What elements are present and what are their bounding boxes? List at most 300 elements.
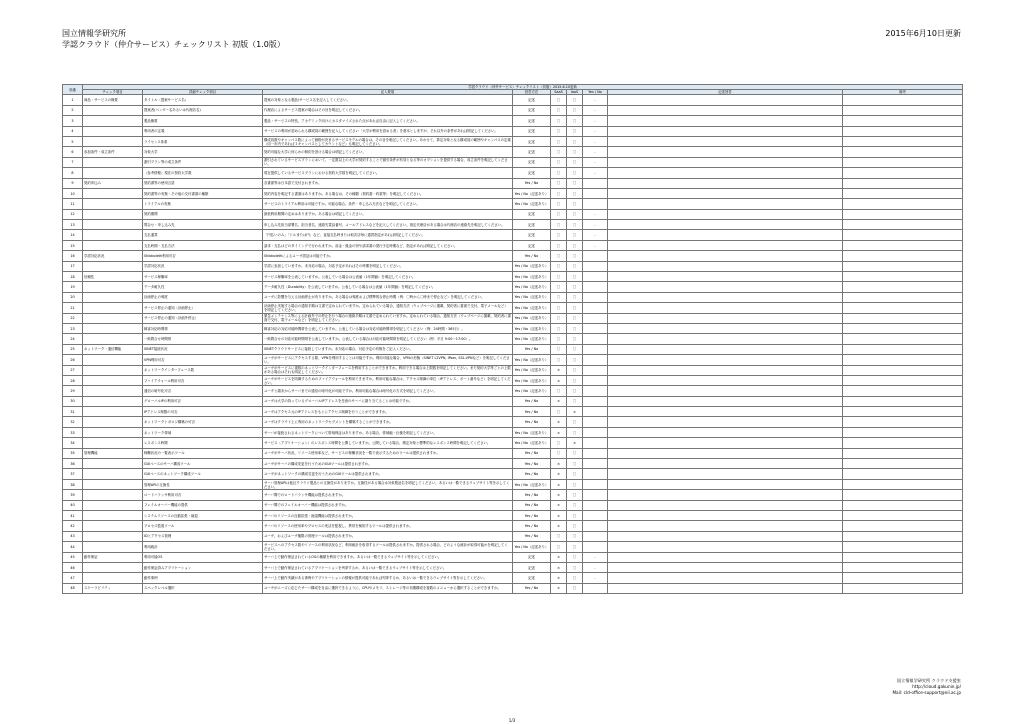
notes-cell[interactable] — [843, 427, 963, 437]
iaas-mark: × — [567, 407, 583, 417]
answer-cell[interactable] — [608, 272, 843, 282]
answer-cell[interactable] — [608, 562, 843, 572]
col-header-yesno: Yes / No — [583, 90, 608, 95]
detail-item: ファイアウォール利用可否 — [143, 375, 263, 385]
guide-text: ユーザ、およびユーザ権限の管理ツールは提供されますか。 — [263, 531, 513, 541]
row-no: 7 — [63, 157, 83, 167]
answer-cell[interactable] — [608, 136, 843, 146]
check-item — [83, 282, 143, 292]
answer-cell[interactable] — [608, 209, 843, 219]
detail-item: ネットワークインターフェース数 — [143, 365, 263, 375]
yes-no-cell — [583, 531, 608, 541]
saas-mark: × — [551, 552, 567, 562]
check-item — [83, 209, 143, 219]
notes-cell[interactable] — [843, 365, 963, 375]
answer-method: Yes / No — [513, 490, 551, 500]
answer-cell[interactable] — [608, 459, 843, 469]
row-no: 29 — [63, 386, 83, 396]
table-row — [63, 542, 963, 552]
answer-cell[interactable] — [608, 199, 843, 209]
answer-method: 記述 — [513, 105, 551, 115]
answer-cell[interactable] — [608, 240, 843, 250]
col-header-no: 項番 — [63, 85, 83, 95]
table-row — [63, 188, 963, 198]
row-no: 48 — [63, 583, 83, 593]
saas-mark: 〇 — [551, 251, 567, 261]
iaas-mark: 〇 — [567, 105, 583, 115]
notes-cell[interactable] — [843, 344, 963, 354]
yes-no-cell — [583, 334, 608, 344]
saas-mark: 〇 — [551, 448, 567, 458]
table-row — [63, 552, 963, 562]
row-no: 30 — [63, 396, 83, 406]
table-row — [63, 323, 963, 333]
notes-cell[interactable] — [843, 500, 963, 510]
col-header-method: 回答方法 — [513, 90, 551, 95]
answer-method: Yes / No — [513, 583, 551, 593]
notes-cell[interactable] — [843, 230, 963, 240]
notes-cell[interactable] — [843, 552, 963, 562]
notes-cell[interactable] — [843, 95, 963, 105]
guide-text: サーバ間でのロードバランサ機能は提供されますか。 — [263, 490, 513, 500]
answer-cell[interactable] — [608, 511, 843, 521]
detail-item: サービス稼働率 — [143, 272, 263, 282]
yes-no-cell — [583, 282, 608, 292]
check-item — [83, 521, 143, 531]
iaas-mark: 〇 — [567, 427, 583, 437]
table-row — [63, 147, 963, 157]
row-no: 4 — [63, 126, 83, 136]
notes-cell[interactable] — [843, 323, 963, 333]
check-item — [83, 511, 143, 521]
row-no: 2 — [63, 105, 83, 115]
yes-no-cell — [583, 323, 608, 333]
table-row — [63, 459, 963, 469]
guide-text: 各書面等は日本語で交付されますか。 — [263, 178, 513, 188]
yes-no-cell: - — [583, 552, 608, 562]
answer-cell[interactable] — [608, 542, 843, 552]
notes-cell[interactable] — [843, 562, 963, 572]
answer-cell[interactable] — [608, 261, 843, 271]
answer-method: Yes / No（記述あり） — [513, 386, 551, 396]
table-row — [63, 272, 963, 282]
notes-cell[interactable] — [843, 375, 963, 385]
notes-cell[interactable] — [843, 490, 963, 500]
detail-item: Shibboleth利用可否 — [143, 251, 263, 261]
row-no: 13 — [63, 220, 83, 230]
row-no: 44 — [63, 542, 83, 552]
detail-item: 支払通貨 — [143, 230, 263, 240]
check-item — [83, 490, 143, 500]
check-item: 管理機能 — [83, 448, 143, 458]
org-name: 国立情報学研究所 — [62, 29, 126, 38]
notes-cell[interactable] — [843, 469, 963, 479]
notes-cell[interactable] — [843, 126, 963, 136]
notes-cell[interactable] — [843, 531, 963, 541]
check-item — [83, 500, 143, 510]
iaas-mark: 〇 — [567, 552, 583, 562]
guide-text: Shibbolethによるユーザ認証は可能ですか。 — [263, 251, 513, 261]
row-no: 15 — [63, 240, 83, 250]
guide-text: 請求・支払はどのタイミングで行われますか。前金・後金の別や請求書の発行予定時期など、指定があれば明記してください。 — [263, 240, 513, 250]
guide-text: 学認に参加していますか。未対応の場合、対応予定があればその時期を明記してください。 — [263, 261, 513, 271]
detail-item: 契約期間 — [143, 209, 263, 219]
check-item — [83, 240, 143, 250]
detail-item: IDとアクセス管理 — [143, 531, 263, 541]
row-no: 1 — [63, 95, 83, 105]
answer-cell[interactable] — [608, 220, 843, 230]
answer-method: Yes / No — [513, 521, 551, 531]
saas-mark: 〇 — [551, 178, 567, 188]
answer-cell[interactable] — [608, 178, 843, 188]
answer-cell[interactable] — [608, 573, 843, 583]
check-item — [83, 157, 143, 167]
notes-cell[interactable] — [843, 220, 963, 230]
saas-mark: × — [551, 490, 567, 500]
row-no: 24 — [63, 334, 83, 344]
answer-cell[interactable] — [608, 95, 843, 105]
guide-text: 現在提供しているサービスプランにおける契約大学数を明記してください。 — [263, 168, 513, 178]
row-no: 19 — [63, 282, 83, 292]
table-row — [63, 386, 963, 396]
yes-no-cell — [583, 375, 608, 385]
answer-method: 記述 — [513, 562, 551, 572]
row-no: 27 — [63, 365, 83, 375]
yes-no-cell: - — [583, 168, 608, 178]
check-item — [83, 407, 143, 417]
saas-mark: × — [551, 417, 567, 427]
yes-no-cell — [583, 272, 608, 282]
answer-cell[interactable] — [608, 427, 843, 437]
detail-item: SINET接続状況 — [143, 344, 263, 354]
guide-text: 割引されているサービスプランにおいて、一定数以上の大学が契約することで割引条件が有効となる等のオプションを提供する場合、成立条件を明記してください。 — [263, 157, 513, 167]
answer-method: 記述 — [513, 220, 551, 230]
saas-mark: 〇 — [551, 531, 567, 541]
iaas-mark: 〇 — [567, 334, 583, 344]
detail-item: 利用者の定義 — [143, 126, 263, 136]
check-item — [83, 531, 143, 541]
detail-item: 利用可能OS — [143, 552, 263, 562]
notes-cell[interactable] — [843, 272, 963, 282]
row-no: 34 — [63, 438, 83, 448]
iaas-mark: 〇 — [567, 417, 583, 427]
table-row — [63, 178, 963, 188]
yes-no-cell — [583, 448, 608, 458]
notes-cell[interactable] — [843, 105, 963, 115]
saas-mark: × — [551, 562, 567, 572]
notes-cell[interactable] — [843, 136, 963, 146]
table-row — [63, 365, 963, 375]
answer-method: Yes / No（記述あり） — [513, 479, 551, 489]
row-no: 31 — [63, 407, 83, 417]
notes-cell[interactable] — [843, 178, 963, 188]
answer-cell[interactable] — [608, 479, 843, 489]
check-item — [83, 303, 143, 313]
answer-cell[interactable] — [608, 552, 843, 562]
answer-method: Yes / No（記述あり） — [513, 438, 551, 448]
answer-cell[interactable] — [608, 344, 843, 354]
iaas-mark: 〇 — [567, 220, 583, 230]
yes-no-cell — [583, 199, 608, 209]
detail-item: 学認対応状況 — [143, 261, 263, 271]
table-row — [63, 157, 963, 167]
detail-item: （参考情報）現在の契約大学数 — [143, 168, 263, 178]
answer-cell[interactable] — [608, 313, 843, 323]
col-header-iaas: IaaS — [567, 90, 583, 95]
iaas-mark: 〇 — [567, 521, 583, 531]
notes-cell[interactable] — [843, 386, 963, 396]
notes-cell[interactable] — [843, 448, 963, 458]
guide-text: 障害対応の対応可能時間帯を公表していますか。公表している場合は対応可能時間帯を明記してください（例：24時間・365日）。 — [263, 323, 513, 333]
notes-cell[interactable] — [843, 334, 963, 344]
col-header-saas: SaaS — [551, 90, 567, 95]
answer-cell[interactable] — [608, 323, 843, 333]
check-item — [83, 396, 143, 406]
row-no: 37 — [63, 469, 83, 479]
answer-method: Yes / No（記述あり） — [513, 323, 551, 333]
notes-cell[interactable] — [843, 521, 963, 531]
detail-item: フェイルオーバー機能の提供 — [143, 500, 263, 510]
notes-cell[interactable] — [843, 313, 963, 323]
detail-item: スペックレベル選択 — [143, 583, 263, 593]
table-row — [63, 511, 963, 521]
guide-text: サービス稼働率を公表していますか。公表している場合は公表値（1年間値）を明記してください。 — [263, 272, 513, 282]
answer-cell[interactable] — [608, 396, 843, 406]
answer-cell[interactable] — [608, 407, 843, 417]
check-item: 商品・サービスの概要 — [83, 95, 143, 105]
answer-cell[interactable] — [608, 105, 843, 115]
check-item — [83, 220, 143, 230]
saas-mark: 〇 — [551, 292, 567, 302]
table-row — [63, 136, 963, 146]
guide-text: 一般問合せの対応可能時間帯を公表していますか。公表している場合は対応可能時間帯を明記してください（例：平日 9:00〜17:00）。 — [263, 334, 513, 344]
answer-method: Yes / No — [513, 396, 551, 406]
row-no: 10 — [63, 188, 83, 198]
detail-item: ネットワーク帯域 — [143, 427, 263, 437]
answer-cell[interactable] — [608, 292, 843, 302]
table-row — [63, 261, 963, 271]
iaas-mark: 〇 — [567, 178, 583, 188]
guide-text: サーバのリソースの自動拡張・縮退機能は提供されますか。 — [263, 511, 513, 521]
row-no: 11 — [63, 199, 83, 209]
yes-no-cell: - — [583, 562, 608, 572]
notes-cell[interactable] — [843, 282, 963, 292]
footer-mail: Mail: cld-office-support@nii.ac.jp — [892, 690, 961, 695]
notes-cell[interactable] — [843, 573, 963, 583]
notes-cell[interactable] — [843, 355, 963, 365]
notes-cell[interactable] — [843, 459, 963, 469]
answer-cell[interactable] — [608, 490, 843, 500]
detail-item: 管理APIの互換性 — [143, 479, 263, 489]
check-item — [83, 334, 143, 344]
check-item — [83, 417, 143, 427]
notes-cell[interactable] — [843, 511, 963, 521]
saas-mark: 〇 — [551, 126, 567, 136]
notes-cell[interactable] — [843, 396, 963, 406]
answer-cell[interactable] — [608, 168, 843, 178]
col-header-detail: 詳細チェック項目 — [143, 90, 263, 95]
detail-item: 提案者(ベンダー名あるいは代理店名) — [143, 105, 263, 115]
detail-item: 契約書等の有無・その他の交付書面の種類 — [143, 188, 263, 198]
iaas-mark: 〇 — [567, 323, 583, 333]
notes-cell[interactable] — [843, 116, 963, 126]
guide-text: 契約内容を明記する書面はありますか。ある場合は、その種類（契約書・約款等）を明記してください。 — [263, 188, 513, 198]
row-no: 39 — [63, 490, 83, 500]
table-row — [63, 427, 963, 437]
update-date: 2015年6月10日更新 — [885, 29, 961, 38]
table-row — [63, 355, 963, 365]
check-item — [83, 323, 143, 333]
row-no: 14 — [63, 230, 83, 240]
notes-cell[interactable] — [843, 542, 963, 552]
answer-cell[interactable] — [608, 531, 843, 541]
answer-cell[interactable] — [608, 417, 843, 427]
answer-cell[interactable] — [608, 469, 843, 479]
detail-item: 障害対応時間帯 — [143, 323, 263, 333]
saas-mark: × — [551, 365, 567, 375]
guide-text: サーバ上で動作実績がある事例やアプリケーションの情報が提供可能であれば列挙するか、あるいは一覧できるウェブサイト等を示してください。 — [263, 573, 513, 583]
saas-mark: × — [551, 375, 567, 385]
iaas-mark: 〇 — [567, 531, 583, 541]
answer-cell[interactable] — [608, 521, 843, 531]
answer-cell[interactable] — [608, 386, 843, 396]
saas-mark: 〇 — [551, 240, 567, 250]
answer-cell[interactable] — [608, 188, 843, 198]
table-row — [63, 396, 963, 406]
answer-cell[interactable] — [608, 355, 843, 365]
yes-no-cell — [583, 469, 608, 479]
guide-text: 「円払いのみ」「ドルまたは円」など、直接支払時または取次店毎に通貨指定があれば明記してください。 — [263, 230, 513, 240]
notes-cell[interactable] — [843, 240, 963, 250]
answer-cell[interactable] — [608, 448, 843, 458]
row-no: 6 — [63, 147, 83, 157]
answer-cell[interactable] — [608, 116, 843, 126]
detail-item: ライセンス体系 — [143, 136, 263, 146]
check-item: 信頼性 — [83, 272, 143, 282]
yes-no-cell — [583, 292, 608, 302]
answer-cell[interactable] — [608, 375, 843, 385]
detail-item: GUIベースのサーバ構成ツール — [143, 459, 263, 469]
notes-cell[interactable] — [843, 583, 963, 593]
notes-cell[interactable] — [843, 303, 963, 313]
saas-mark: × — [551, 500, 567, 510]
detail-item: 支払時期・支払方法 — [143, 240, 263, 250]
notes-cell[interactable] — [843, 209, 963, 219]
saas-mark: × — [551, 479, 567, 489]
answer-method: Yes / No（記述あり） — [513, 375, 551, 385]
row-no: 5 — [63, 136, 83, 146]
answer-method: Yes / No（記述あり） — [513, 427, 551, 437]
notes-cell[interactable] — [843, 407, 963, 417]
notes-cell[interactable] — [843, 438, 963, 448]
check-item: 動作保証 — [83, 552, 143, 562]
yes-no-cell: - — [583, 573, 608, 583]
notes-cell[interactable] — [843, 168, 963, 178]
guide-text: ユーザに影響を与える計画停止が有りますか。ある場合は頻度および標準的な停止時間（例：〇時から〇時まで停止など）を明記してください。 — [263, 292, 513, 302]
yes-no-cell — [583, 490, 608, 500]
answer-method: Yes / No（記述あり） — [513, 292, 551, 302]
col-header-check: チェック項目 — [83, 90, 143, 95]
table-row — [63, 292, 963, 302]
guide-text: 代理店によるサービス提案の場合はその旨を明記してください。 — [263, 105, 513, 115]
detail-item: プロセス監視ツール — [143, 521, 263, 531]
yes-no-cell: - — [583, 230, 608, 240]
guide-text: ユーザがサービスに複数のネットワークインターフェースを利用することができますか。利用できる場合は上限数を明記してください。また契約大学等ごとの上限がある場合はそれも明記してください。 — [264, 366, 511, 375]
check-item — [83, 313, 143, 323]
row-no: 16 — [63, 251, 83, 261]
row-no: 28 — [63, 375, 83, 385]
guide-text: ユーザがサーバの構成変更を行うためのGUIツールは提供されますか。 — [263, 459, 513, 469]
answer-cell[interactable] — [608, 157, 843, 167]
answer-method: Yes / No（記述あり） — [513, 282, 551, 292]
check-item — [83, 365, 143, 375]
answer-cell[interactable] — [608, 147, 843, 157]
answer-method: 記述 — [513, 552, 551, 562]
detail-item: 動作事例 — [143, 573, 263, 583]
row-no: 23 — [63, 323, 83, 333]
answer-method: 記述 — [513, 240, 551, 250]
saas-mark: × — [551, 459, 567, 469]
saas-mark: × — [551, 573, 567, 583]
saas-mark: 〇 — [551, 188, 567, 198]
yes-no-cell — [583, 355, 608, 365]
answer-method: Yes / No（記述あり） — [513, 313, 551, 323]
row-no: 22 — [63, 313, 83, 323]
yes-no-cell — [583, 479, 608, 489]
row-no: 32 — [63, 417, 83, 427]
row-no: 36 — [63, 459, 83, 469]
iaas-mark: 〇 — [567, 147, 583, 157]
notes-cell[interactable] — [843, 188, 963, 198]
notes-cell[interactable] — [843, 251, 963, 261]
notes-cell[interactable] — [843, 147, 963, 157]
answer-cell[interactable] — [608, 126, 843, 136]
yes-no-cell: - — [583, 209, 608, 219]
answer-cell[interactable] — [608, 303, 843, 313]
answer-cell[interactable] — [608, 500, 843, 510]
table-row — [63, 251, 963, 261]
answer-cell[interactable] — [608, 365, 843, 375]
yes-no-cell — [583, 583, 608, 593]
notes-cell[interactable] — [843, 199, 963, 209]
iaas-mark: 〇 — [567, 490, 583, 500]
guide-text: ユーザがサービスを防御するためのファイアウォールを利用できますか。利用可能な場合は、アクセス制御の単位（IPアドレス、ポート番号など）を明記してください。 — [264, 376, 511, 385]
notes-cell[interactable] — [843, 417, 963, 427]
guide-text: ユーザがサーバ状況、リソース使用率など、サービスの稼働状況を一覧で表示するためのツールは提供されますか。 — [263, 448, 513, 458]
notes-cell[interactable] — [843, 292, 963, 302]
iaas-mark: 〇 — [567, 230, 583, 240]
answer-cell[interactable] — [608, 251, 843, 261]
yes-no-cell: - — [583, 136, 608, 146]
yes-no-cell — [583, 365, 608, 375]
detail-item: VPN利用可否 — [143, 355, 263, 365]
iaas-mark: 〇 — [567, 573, 583, 583]
notes-cell[interactable] — [843, 157, 963, 167]
answer-cell[interactable] — [608, 438, 843, 448]
yes-no-cell — [583, 500, 608, 510]
notes-cell[interactable] — [843, 479, 963, 489]
saas-mark: 〇 — [551, 386, 567, 396]
answer-cell[interactable] — [608, 583, 843, 593]
answer-cell[interactable] — [608, 334, 843, 344]
answer-cell[interactable] — [608, 230, 843, 240]
col-header-guide: 記入要領 — [263, 90, 513, 95]
detail-item: ロードバランサ利用可否 — [143, 490, 263, 500]
notes-cell[interactable] — [843, 261, 963, 271]
check-item — [83, 427, 143, 437]
answer-cell[interactable] — [608, 282, 843, 292]
checklist-table — [62, 84, 963, 594]
